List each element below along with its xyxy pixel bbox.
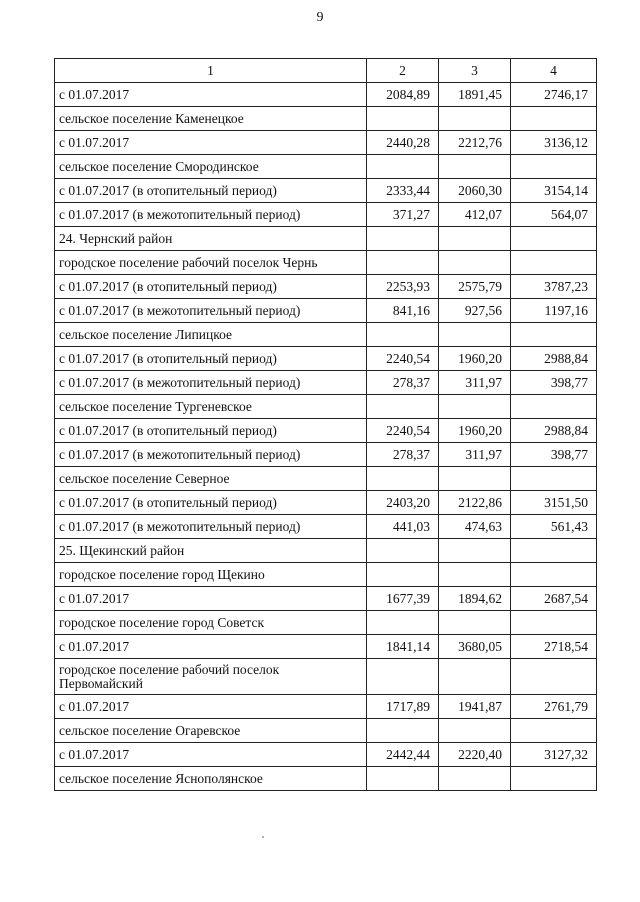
table-row (55, 467, 597, 491)
value-cell-col4 (511, 107, 597, 131)
row-label-cell: 25. Щекинский район (55, 539, 367, 563)
table-row (55, 371, 597, 395)
row-label-cell: с 01.07.2017 (55, 131, 367, 155)
value-cell-col4 (511, 719, 597, 743)
value-cell-col4: 398,77 (511, 371, 597, 395)
tariff-table (54, 58, 597, 791)
value-cell-col4: 3151,50 (511, 491, 597, 515)
value-cell-col4: 1197,16 (511, 299, 597, 323)
table-row (55, 251, 597, 275)
value-cell-col4: 2988,84 (511, 419, 597, 443)
table-row (55, 719, 597, 743)
value-cell-col4 (511, 155, 597, 179)
value-cell-col4: 398,77 (511, 443, 597, 467)
value-cell-col2: 2333,44 (367, 179, 439, 203)
row-label-cell: сельское поселение Северное (55, 467, 367, 491)
header-cell-2: 2 (367, 59, 439, 83)
table-row (55, 347, 597, 371)
row-label-cell: городское поселение город Советск (55, 611, 367, 635)
row-label-cell: с 01.07.2017 (в межотопительный период) (55, 443, 367, 467)
value-cell-col4: 2988,84 (511, 347, 597, 371)
value-cell-col3 (439, 719, 511, 743)
value-cell-col3: 2575,79 (439, 275, 511, 299)
value-cell-col2 (367, 659, 439, 695)
table-row (55, 767, 597, 791)
value-cell-col2: 1677,39 (367, 587, 439, 611)
value-cell-col2: 2253,93 (367, 275, 439, 299)
row-label-cell: с 01.07.2017 (в отопительный период) (55, 419, 367, 443)
value-cell-col4 (511, 395, 597, 419)
value-cell-col3: 2060,30 (439, 179, 511, 203)
value-cell-col4: 561,43 (511, 515, 597, 539)
value-cell-col3 (439, 395, 511, 419)
row-label-cell: с 01.07.2017 (55, 635, 367, 659)
row-label-cell: сельское поселение Смородинское (55, 155, 367, 179)
value-cell-col2: 441,03 (367, 515, 439, 539)
row-label-cell: с 01.07.2017 (55, 695, 367, 719)
value-cell-col3: 1894,62 (439, 587, 511, 611)
table-row (55, 491, 597, 515)
value-cell-col3: 412,07 (439, 203, 511, 227)
value-cell-col2 (367, 611, 439, 635)
value-cell-col3: 1960,20 (439, 347, 511, 371)
value-cell-col3: 2122,86 (439, 491, 511, 515)
value-cell-col4 (511, 767, 597, 791)
value-cell-col2: 1717,89 (367, 695, 439, 719)
row-label-cell: 24. Чернский район (55, 227, 367, 251)
table-row (55, 743, 597, 767)
value-cell-col4 (511, 227, 597, 251)
table-row (55, 539, 597, 563)
value-cell-col2 (367, 107, 439, 131)
value-cell-col2 (367, 227, 439, 251)
page-number: 9 (316, 10, 324, 25)
table-row (55, 323, 597, 347)
value-cell-col3: 2220,40 (439, 743, 511, 767)
table-row (55, 179, 597, 203)
table-row (55, 635, 597, 659)
table-row (55, 515, 597, 539)
table-row (55, 299, 597, 323)
value-cell-col3: 474,63 (439, 515, 511, 539)
row-label-cell: с 01.07.2017 (в межотопительный период) (55, 515, 367, 539)
table-header-row (55, 59, 597, 83)
table-row (55, 227, 597, 251)
table-row (55, 275, 597, 299)
value-cell-col2: 1841,14 (367, 635, 439, 659)
value-cell-col4 (511, 323, 597, 347)
row-label-cell: городское поселение рабочий поселок Первомайский (55, 659, 367, 695)
table-row (55, 107, 597, 131)
value-cell-col4: 3787,23 (511, 275, 597, 299)
value-cell-col4: 564,07 (511, 203, 597, 227)
header-cell-4: 4 (511, 59, 597, 83)
row-label-cell: городское поселение город Щекино (55, 563, 367, 587)
value-cell-col4 (511, 539, 597, 563)
value-cell-col4 (511, 251, 597, 275)
value-cell-col4: 2718,54 (511, 635, 597, 659)
table-row (55, 563, 597, 587)
value-cell-col4: 2746,17 (511, 83, 597, 107)
row-label-cell: с 01.07.2017 (в отопительный период) (55, 179, 367, 203)
value-cell-col4 (511, 467, 597, 491)
row-label-cell: с 01.07.2017 (55, 83, 367, 107)
value-cell-col4: 2687,54 (511, 587, 597, 611)
row-label-cell: сельское поселение Огаревское (55, 719, 367, 743)
row-label-cell: с 01.07.2017 (55, 743, 367, 767)
table-row (55, 155, 597, 179)
value-cell-col3 (439, 227, 511, 251)
table-row (55, 587, 597, 611)
value-cell-col2: 2442,44 (367, 743, 439, 767)
row-label-cell: с 01.07.2017 (в отопительный период) (55, 347, 367, 371)
row-label-cell: с 01.07.2017 (в межотопительный период) (55, 203, 367, 227)
value-cell-col3 (439, 659, 511, 695)
value-cell-col3: 1891,45 (439, 83, 511, 107)
value-cell-col4 (511, 563, 597, 587)
value-cell-col2 (367, 467, 439, 491)
value-cell-col4: 2761,79 (511, 695, 597, 719)
header-cell-3: 3 (439, 59, 511, 83)
value-cell-col2 (367, 719, 439, 743)
row-label-cell: с 01.07.2017 (в межотопительный период) (55, 371, 367, 395)
value-cell-col2: 2440,28 (367, 131, 439, 155)
value-cell-col3 (439, 155, 511, 179)
value-cell-col3 (439, 467, 511, 491)
scan-speck (262, 836, 264, 838)
row-label-cell: сельское поселение Каменецкое (55, 107, 367, 131)
value-cell-col3: 311,97 (439, 443, 511, 467)
value-cell-col2: 2240,54 (367, 419, 439, 443)
value-cell-col2: 278,37 (367, 443, 439, 467)
value-cell-col3 (439, 323, 511, 347)
value-cell-col2: 371,27 (367, 203, 439, 227)
value-cell-col3 (439, 767, 511, 791)
value-cell-col3: 1960,20 (439, 419, 511, 443)
table-row (55, 611, 597, 635)
table-row (55, 695, 597, 719)
value-cell-col3 (439, 107, 511, 131)
row-label-cell: сельское поселение Яснополянское (55, 767, 367, 791)
table-row (55, 131, 597, 155)
value-cell-col3 (439, 539, 511, 563)
value-cell-col4: 3154,14 (511, 179, 597, 203)
table-row (55, 659, 597, 695)
row-label-cell: с 01.07.2017 (в отопительный период) (55, 275, 367, 299)
value-cell-col3 (439, 251, 511, 275)
value-cell-col2 (367, 563, 439, 587)
value-cell-col2: 2084,89 (367, 83, 439, 107)
value-cell-col2: 2240,54 (367, 347, 439, 371)
value-cell-col3 (439, 611, 511, 635)
value-cell-col2 (367, 395, 439, 419)
table-row (55, 83, 597, 107)
row-label-cell: сельское поселение Липицкое (55, 323, 367, 347)
value-cell-col3: 3680,05 (439, 635, 511, 659)
value-cell-col2 (367, 155, 439, 179)
value-cell-col4 (511, 659, 597, 695)
row-label-cell: сельское поселение Тургеневское (55, 395, 367, 419)
value-cell-col4 (511, 611, 597, 635)
value-cell-col2 (367, 539, 439, 563)
value-cell-col2: 2403,20 (367, 491, 439, 515)
row-label-cell: с 01.07.2017 (в отопительный период) (55, 491, 367, 515)
value-cell-col2: 278,37 (367, 371, 439, 395)
table-row (55, 419, 597, 443)
row-label-cell: с 01.07.2017 (в межотопительный период) (55, 299, 367, 323)
value-cell-col2: 841,16 (367, 299, 439, 323)
value-cell-col3: 1941,87 (439, 695, 511, 719)
value-cell-col2 (367, 323, 439, 347)
value-cell-col3: 927,56 (439, 299, 511, 323)
value-cell-col3: 311,97 (439, 371, 511, 395)
value-cell-col3 (439, 563, 511, 587)
value-cell-col2 (367, 767, 439, 791)
value-cell-col4: 3136,12 (511, 131, 597, 155)
table-row (55, 203, 597, 227)
value-cell-col4: 3127,32 (511, 743, 597, 767)
table-row (55, 443, 597, 467)
header-cell-1: 1 (55, 59, 367, 83)
value-cell-col2 (367, 251, 439, 275)
value-cell-col3: 2212,76 (439, 131, 511, 155)
row-label-cell: с 01.07.2017 (55, 587, 367, 611)
table-row (55, 395, 597, 419)
row-label-cell: городское поселение рабочий поселок Чернь (55, 251, 367, 275)
